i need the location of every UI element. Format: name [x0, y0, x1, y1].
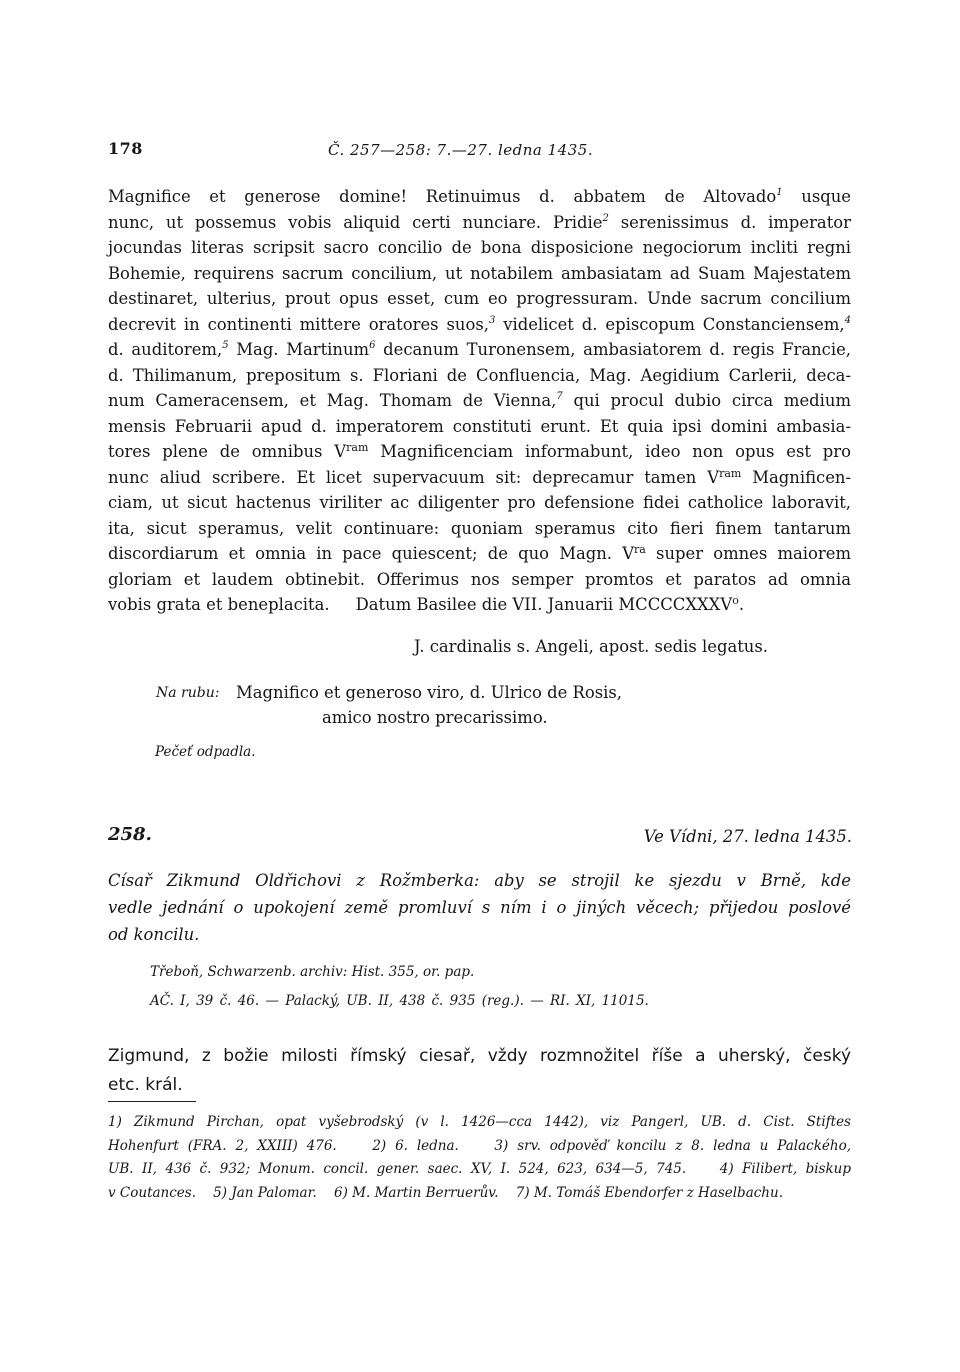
address-label: Na rubu: — [156, 685, 220, 701]
text-line: vobis grata et beneplacita. Datum Basilee die VII. Januarii MCCCCXXXV$^o$. — [108, 594, 745, 614]
letter-257-body — [108, 184, 851, 618]
text-line: destinaret, ulterius, prout opus esset, cum eo progressuram. Unde sacrum concilium — [108, 289, 851, 308]
regest-line: vedle jednání o upokojení země promluví s ním i o jiných věcech; přijedou poslové — [108, 898, 851, 917]
text-line: nunc aliud scribere. Et licet supervacuum sit: deprecamur tamen $V^{ram}$ Magnificen- — [108, 466, 851, 487]
page-number: 178 — [108, 139, 143, 158]
footnote-ref: 3 — [488, 314, 496, 326]
regest-line: Císař Zikmund Oldřichovi z Rožmberka: aby se strojil ke sjezdu v Brně, kde — [108, 871, 851, 890]
signature: J. cardinalis s. Angeli, apost. sedis legatus. — [414, 637, 768, 656]
source-editions: AČ. I, 39 č. 46. — Palacký, UB. II, 438 č. 935 (reg.). — RI. XI, 11015. — [150, 993, 649, 1009]
abbreviation-superscript: ram — [719, 466, 742, 480]
footnote-ref: 4 — [844, 314, 851, 326]
footnote-line: 1) Zikmund Pirchan, opat vyšebrodský (v l. 1426—cca 1442), viz Pangerl, UB. d. Cist. Stiftes — [108, 1114, 851, 1130]
footnote-line: UB. II, 436 č. 932; Monum. concil. gener. saec. XV, I. 524, 623, 634—5, 745. 4) Filibert, biskup — [108, 1161, 851, 1177]
text-line: ita, sicut speramus, velit continuare: quoniam speramus cito fieri finem tantarum — [108, 518, 851, 538]
footnotes — [108, 1111, 851, 1205]
running-header: Č. 257—258: 7.—27. ledna 1435. — [328, 141, 594, 159]
text-line: Bohemie, requirens sacrum concilium, ut notabilem ambasiatam ad Suam Majestatem — [108, 263, 851, 283]
text-line: mensis Februarii apud d. imperatorem constituti erunt. Et quia ipsi domini ambasia- — [108, 416, 851, 436]
regest-line: od koncilu. — [108, 925, 200, 944]
address-line: amico nostro precarissimo. — [322, 708, 548, 727]
footnote-line: v Coutances. 5) Jan Palomar. 6) M. Martin Berruerův. 7) M. Tomáš Ebendorfer z Haselbachu. — [108, 1184, 783, 1201]
address-line: Magnifico et generoso viro, d. Ulrico de Rosis, — [236, 683, 622, 702]
text-line: gloriam et laudem obtinebit. Offerimus nos semper promtos et paratos ad omnia — [108, 569, 851, 589]
footnote-ref: 1 — [776, 187, 783, 198]
regest — [108, 867, 851, 948]
document-place-date: Ve Vídni, 27. ledna 1435. — [643, 827, 852, 846]
text-line: Zigmund, z božie milosti římský ciesař, vždy rozmnožitel říše a uherský, český — [108, 1046, 851, 1066]
letter-258-body — [108, 1042, 851, 1100]
text-line: etc. král. — [108, 1075, 183, 1095]
footnote-ref: 7 — [556, 391, 563, 402]
source-archive: Třeboň, Schwarzenb. archiv: Hist. 355, or. pap. — [150, 964, 475, 980]
abbreviation-superscript: o — [732, 594, 739, 607]
footnote-ref: 5 — [222, 340, 229, 351]
seal-note: Pečeť odpadla. — [155, 744, 256, 760]
text-line: d. auditorem,$^5$ Mag. Martinum$^6$ decanum Turonensem, ambasiatorem d. regis Francie, — [108, 340, 852, 359]
document-number: 258. — [108, 824, 152, 845]
abbreviation-superscript: ram — [346, 441, 369, 454]
text-line: ciam, ut sicut hactenus viriliter ac diligenter pro defensione fidei catholice laboravit, — [108, 493, 851, 512]
footnote-ref: 6 — [369, 340, 376, 351]
text-line: nunc, ut possemus vobis aliquid certi nunciare. Pridie$^2$ serenissimus d. imperator — [108, 212, 851, 232]
footnote-ref: 2 — [602, 212, 609, 224]
text-line: d. Thilimanum, prepositum s. Floriani de Confluencia, Mag. Aegidium Carlerii, deca- — [108, 365, 851, 385]
footnote-divider — [108, 1101, 196, 1102]
text-line: discordiarum et omnia in pace quiescent; de quo Magn. $V^{ra}$ super omnes maiorem — [108, 543, 851, 563]
text-line: jocundas literas scripsit sacro concilio de bona disposicione negociorum incliti regni — [108, 238, 851, 257]
text-line: tores plene de omnibus $V^{ram}$ Magnificenciam informabunt, ideo non opus est pro — [108, 441, 851, 461]
footnote-line: Hohenfurt (FRA. 2, XXIII) 476. 2) 6. ledna. 3) srv. odpověď koncilu z 8. ledna u Palackého, — [108, 1137, 851, 1154]
abbreviation-superscript: ra — [634, 543, 646, 556]
text-line: decrevit in continenti mittere oratores suos,$^3$ videlicet d. episcopum Constanciensem,$^4$ — [108, 314, 851, 334]
text-line: num Cameracensem, et Mag. Thomam de Vienna,$^7$ qui procul dubio circa medium — [108, 391, 851, 410]
text-line: Magnifice et generose domine! Retinuimus d. abbatem de Altovado$^1$ usque — [108, 187, 851, 206]
